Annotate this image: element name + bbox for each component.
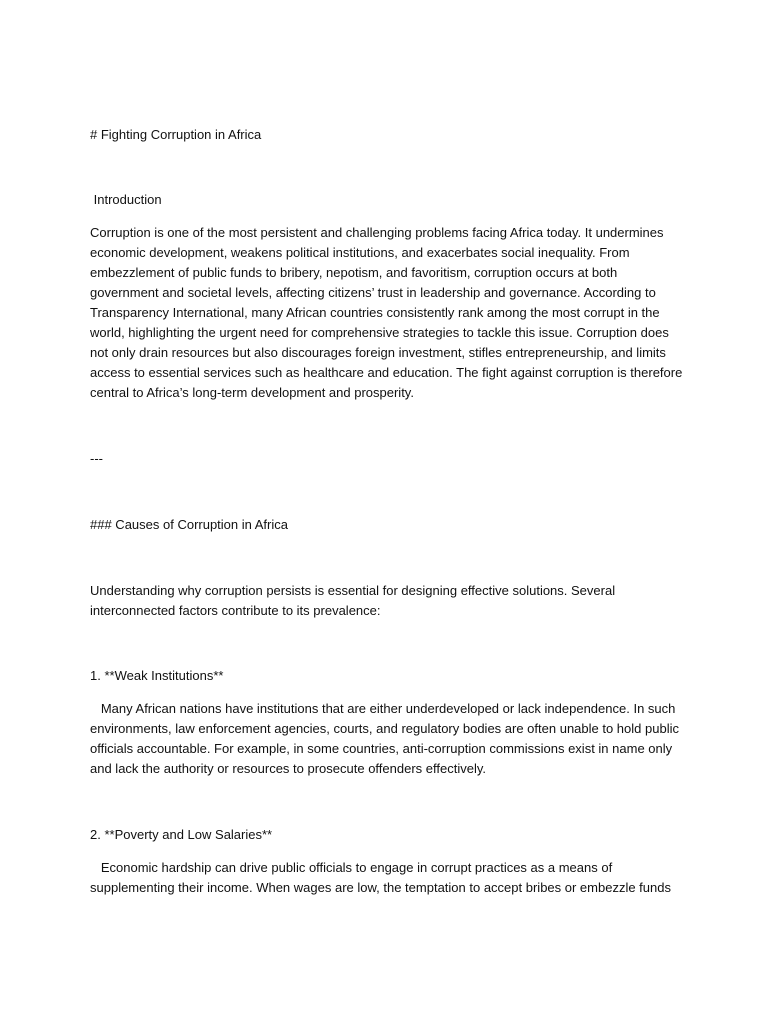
causes-heading: ### Causes of Corruption in Africa [90, 517, 288, 532]
intro-line: central to Africa’s long-term development and prosperity. [90, 385, 414, 400]
intro-line: Transparency International, many African countries consistently rank among the most corrupt in the [90, 305, 660, 320]
intro-line: Corruption is one of the most persistent and challenging problems facing Africa today. It undermines [90, 225, 664, 240]
item1-line: and lack the authority or resources to prosecute offenders effectively. [90, 761, 486, 776]
intro-line: embezzlement of public funds to bribery, nepotism, and favoritism, corruption occurs at both [90, 265, 618, 280]
intro-line: economic development, weakens political institutions, and exacerbates social inequality. From [90, 245, 630, 260]
item1-line: environments, law enforcement agencies, courts, and regulatory bodies are often unable to hold public [90, 721, 679, 736]
item2-line: supplementing their income. When wages are low, the temptation to accept bribes or embezzle funds [90, 880, 671, 895]
intro-paragraph [90, 223, 683, 403]
causes-intro-line: Understanding why corruption persists is essential for designing effective solutions. Several [90, 583, 616, 598]
causes-intro-line: interconnected factors contribute to its prevalence: [90, 603, 381, 618]
item2-line: Economic hardship can drive public officials to engage in corrupt practices as a means of [90, 860, 613, 875]
intro-line: access to essential services such as healthcare and education. The fight against corruption is therefore [90, 365, 683, 380]
item1-paragraph [90, 699, 679, 779]
intro-heading: Introduction [90, 192, 162, 207]
intro-line: not only drain resources but also discourages foreign investment, stifles entrepreneurship, and limits [90, 345, 666, 360]
intro-line: government and societal levels, affecting citizens’ trust in leadership and governance. According to [90, 285, 656, 300]
item1-line: Many African nations have institutions that are either underdeveloped or lack independence. In such [90, 701, 676, 716]
item1-line: officials accountable. For example, in some countries, anti-corruption commissions exist in name only [90, 741, 673, 756]
separator: --- [90, 451, 103, 466]
document-title: # Fighting Corruption in Africa [90, 127, 262, 142]
item2-paragraph [90, 858, 672, 898]
item2-heading: 2. **Poverty and Low Salaries** [90, 827, 273, 842]
causes-intro-paragraph [90, 581, 672, 621]
item1-heading: 1. **Weak Institutions** [90, 668, 224, 683]
intro-line: world, highlighting the urgent need for comprehensive strategies to tackle this issue. Corruption does [90, 325, 669, 340]
